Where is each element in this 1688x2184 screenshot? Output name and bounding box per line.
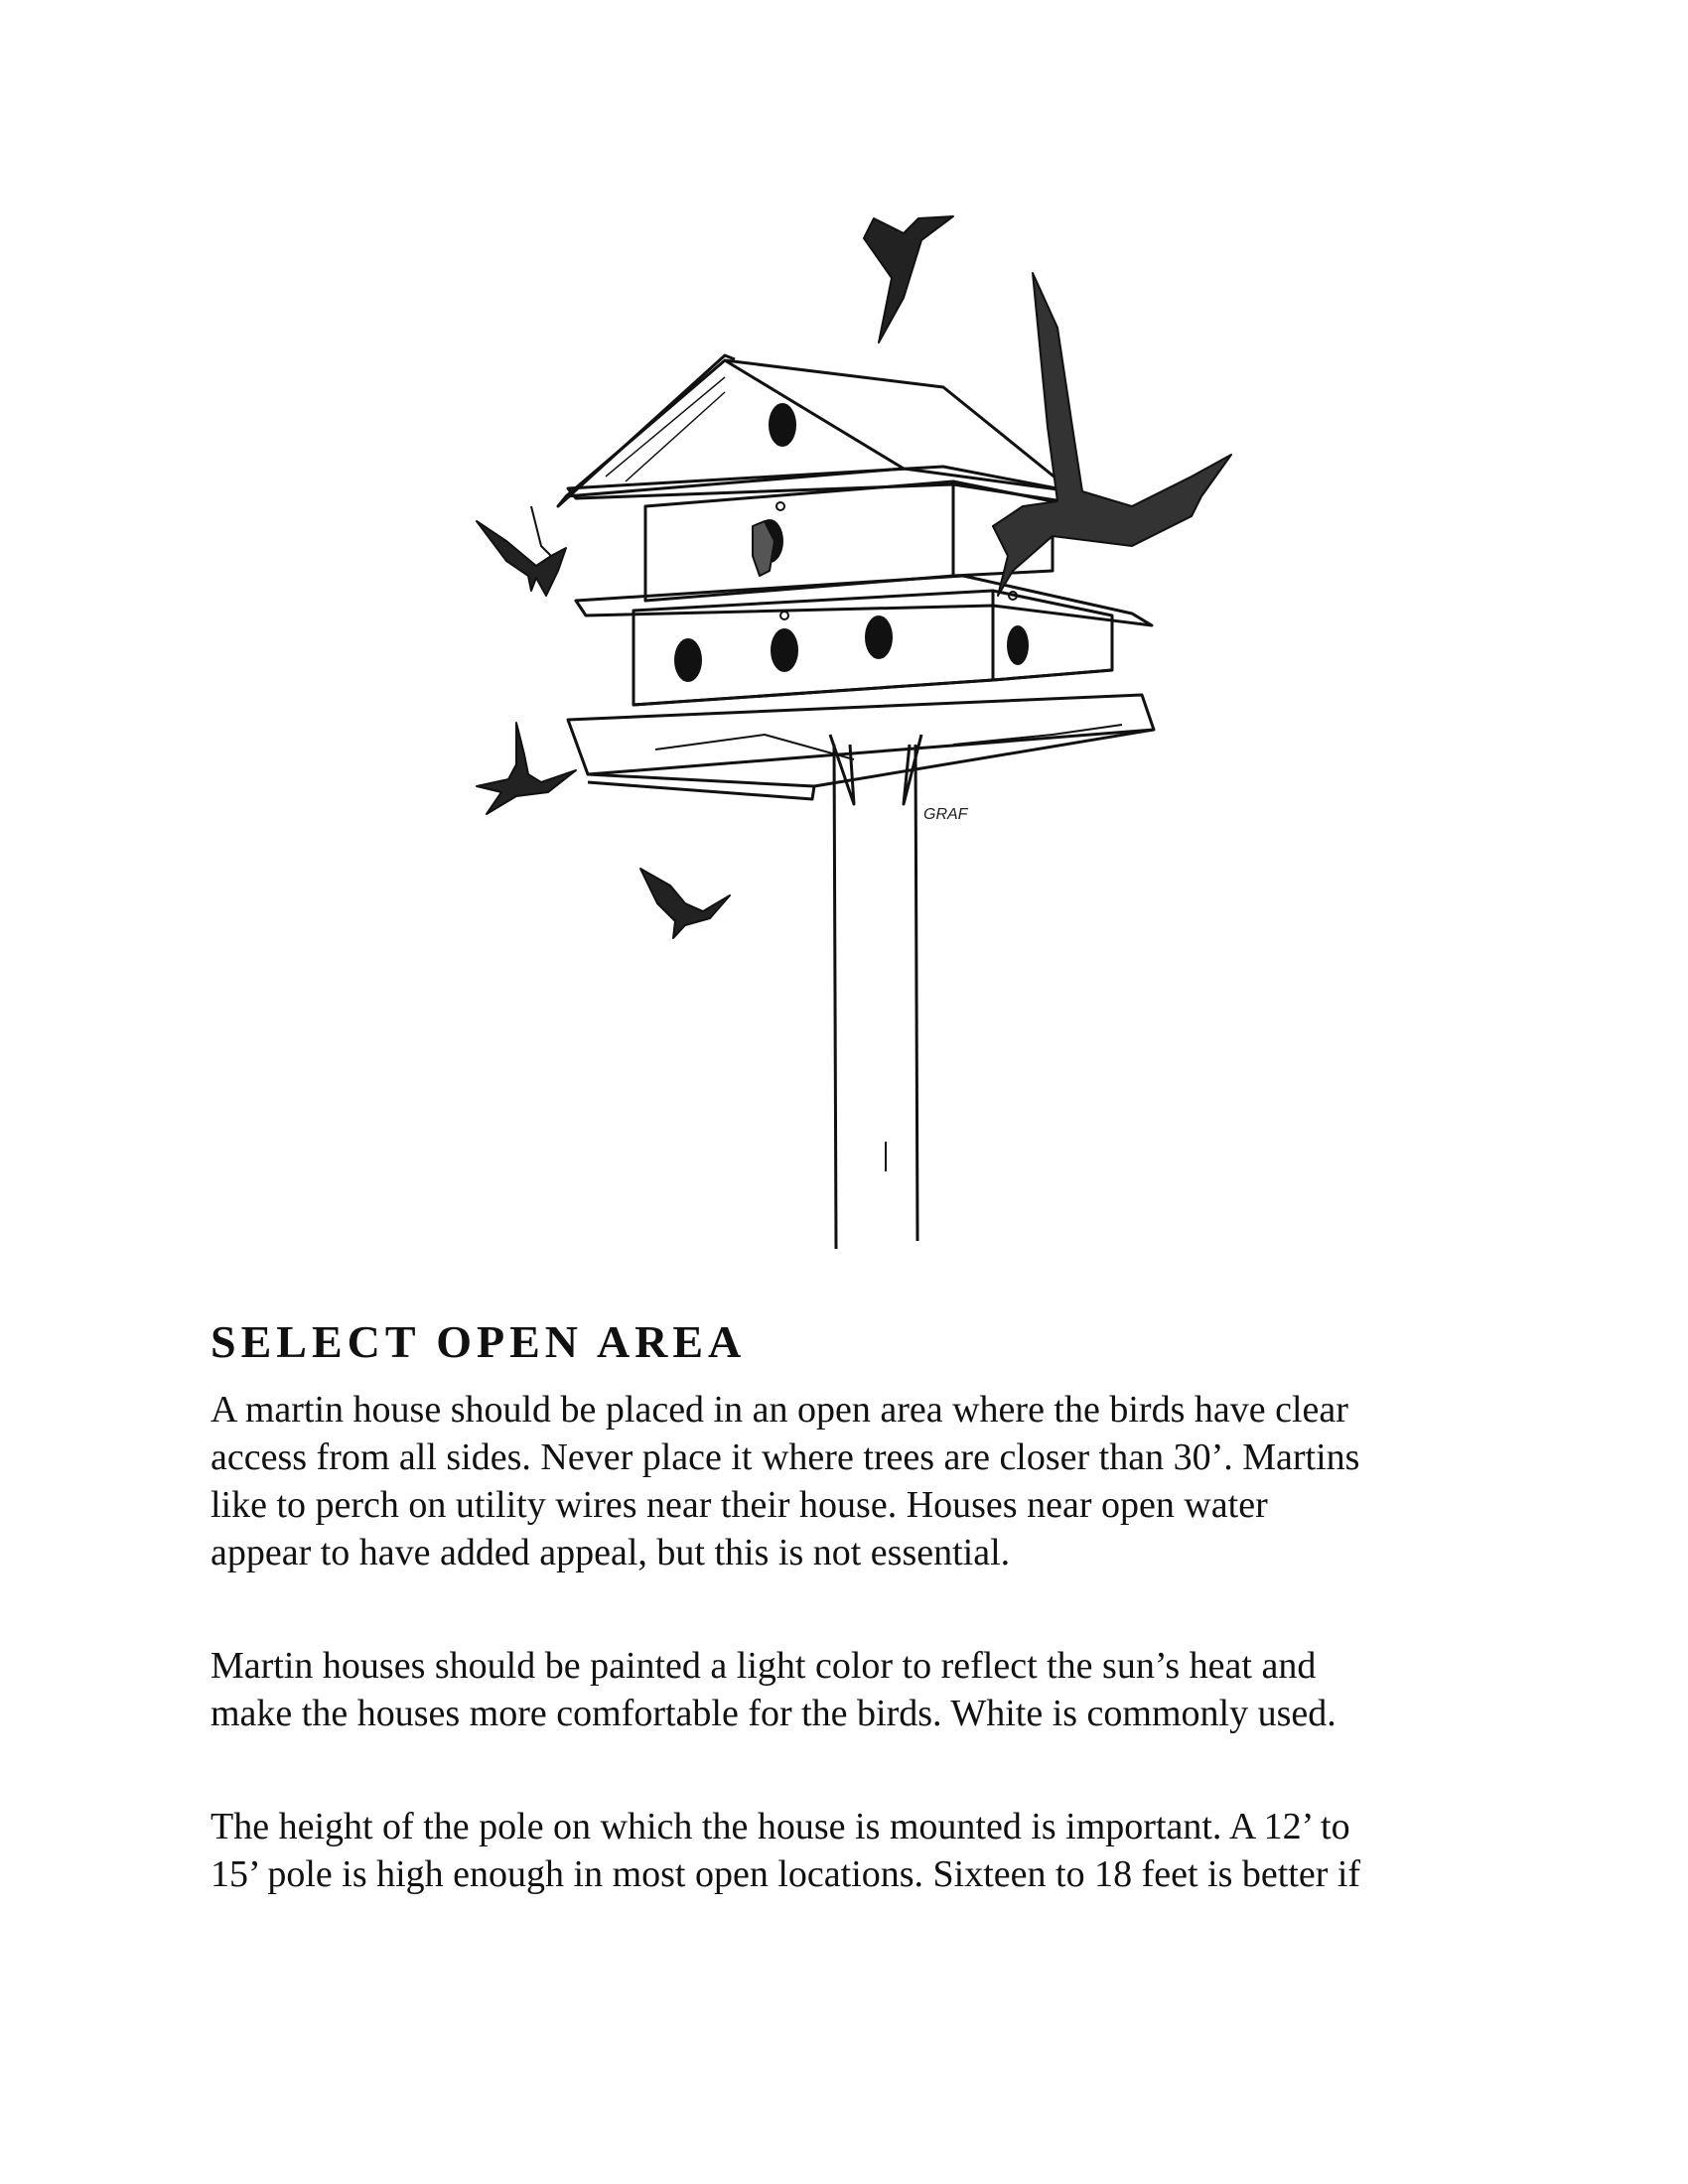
paragraph-line: A martin house should be placed in an open area where the birds have clear [211, 1389, 1348, 1431]
paragraph-pole-height [211, 1803, 1501, 1898]
section-heading: SELECT OPEN AREA [211, 1316, 747, 1367]
paragraph-line: The height of the pole on which the house is mounted is important. A 12’ to [211, 1806, 1350, 1847]
paragraph-line: 15’ pole is high enough in most open locations. Sixteen to 18 feet is better if [211, 1853, 1361, 1895]
paragraph-paint-color [211, 1642, 1501, 1737]
base-platform [568, 695, 1154, 799]
paragraph-line: make the houses more comfortable for the birds. White is commonly used. [211, 1693, 1336, 1734]
paragraph-line: like to perch on utility wires near their house. Houses near open water [211, 1484, 1268, 1526]
paragraph-line: appear to have added appeal, but this is not essential. [211, 1532, 1011, 1573]
pole [830, 735, 921, 1249]
paragraph-open-area [211, 1386, 1501, 1576]
artist-signature: GRAF [923, 806, 968, 823]
martin-house-illustration [437, 179, 1251, 1261]
bird-bottom [640, 869, 730, 938]
bird-bottom-left [477, 723, 576, 814]
bird-left [477, 506, 566, 596]
paragraph-line: Martin houses should be painted a light color to reflect the sun’s heat and [211, 1645, 1317, 1687]
martin-house-drawing [437, 179, 1251, 1261]
bird-large-right [993, 273, 1231, 596]
bird-top [864, 216, 953, 342]
entrance-holes [674, 403, 1029, 682]
lower-story [576, 576, 1152, 705]
section-select-open-area [211, 1310, 1501, 1964]
paragraph-line: access from all sides. Never place it where trees are closer than 30’. Martins [211, 1436, 1360, 1478]
